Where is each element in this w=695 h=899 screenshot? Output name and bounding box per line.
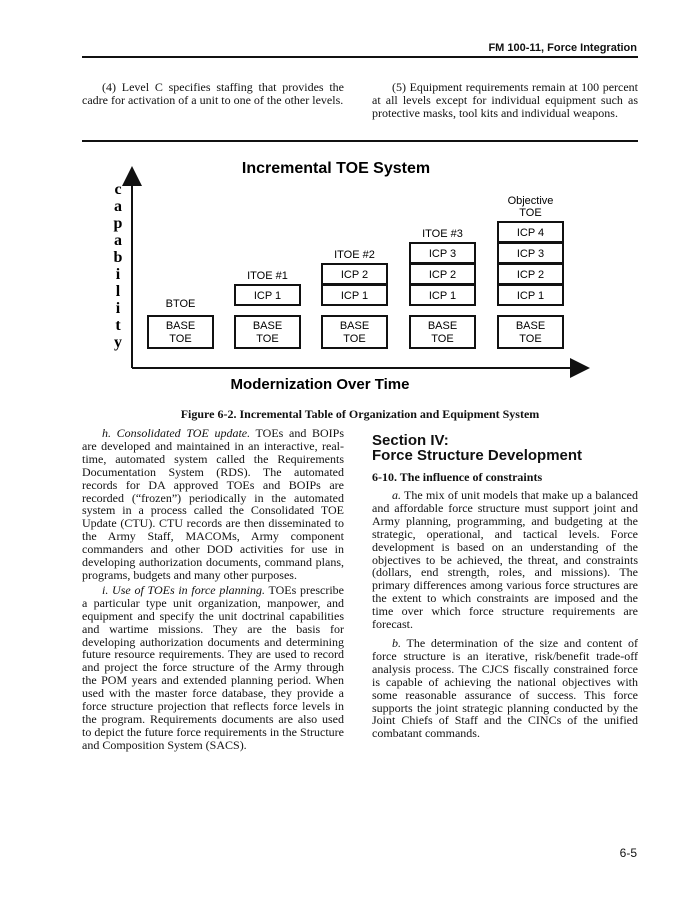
page-number: 6-5 (619, 846, 637, 860)
y-axis-letter: i (115, 300, 121, 317)
icp-label: ICP 4 (516, 227, 545, 239)
para-i-text: TOEs prescribe a particular type unit organization, manpower, and equipment and specify the unit doctrinal capabilities and wartime missions. They are the basis for developing authorization documents and determining future resource requirements. They are used to record and project the force structure of the Army through the POM years and extended planning period. When used with the master force database, they provide a force structure projection that reflects force levels in the program. Requirements documents are also used to depict the future force requirements in the Structure and Composition System (SACS). (82, 582, 344, 752)
x-axis-label: Modernization Over Time (230, 376, 410, 393)
toe-column (148, 298, 213, 348)
para-b-lead: b. (392, 635, 401, 650)
y-axis-letter: a (114, 232, 122, 249)
top-left-paragraph: (4) Level C specifies staffing that provides the cadre for activation of a unit to one of the other levels. (82, 80, 344, 107)
y-axis-letter: y (114, 334, 122, 351)
toe-column (498, 195, 563, 348)
y-axis-letter: i (115, 266, 121, 283)
right-column (372, 433, 638, 740)
para-i-lead: i. Use of TOEs in force planning. (102, 582, 266, 597)
column-label: ITOE #3 (422, 228, 463, 240)
left-column (82, 427, 344, 752)
icp-label: ICP 1 (340, 290, 369, 302)
base-toe-text: TOE (256, 333, 279, 345)
para-h-text: TOEs and BOIPs are developed and maintained in an interactive, real-time, automated system called the Requirements Documentation System (RDS). The automated records for DA approved TOEs and BOIPs are recorded (“frozen”) periodically in the automated system in a process called the Consolidated TOE Update (CTU). CTU records are then disseminated to the Army Staff, MACOMs, Army component commanders and other DOD activities for use in developing authorization documents, command plans, programs, budgets and many other purposes. (82, 426, 344, 582)
column-label: ITOE #2 (334, 249, 375, 261)
top-right-paragraph: (5) Equipment requirements remain at 100 percent at all levels except for individual equipment such as protective masks, tool kits and individual weapons. (372, 80, 638, 120)
subsection-heading: 6-10. The influence of constraints (372, 470, 543, 484)
base-toe-text: BASE (515, 320, 546, 332)
base-toe-text: TOE (519, 333, 542, 345)
icp-label: ICP 2 (516, 269, 545, 281)
section-label: Section IV: (372, 432, 449, 449)
icp-label: ICP 1 (428, 290, 457, 302)
y-axis-letter: l (115, 283, 121, 300)
figure-caption: Figure 6-2. Incremental Table of Organization and Equipment System (180, 407, 540, 421)
base-toe-text: BASE (427, 320, 458, 332)
para-a-text: The mix of unit models that make up a balanced and affordable force structure must support joint and Army planning, programming, and budgeting at the strategic, operational, and tactical levels. Force development is based on an understanding of the objectives to be achieved, the threat, and constraints (dollars, end strength, roles, and missions). The primary differences among various force structures are the extent to which constraints are imposed and the time over which force structure requirements are forecast. (372, 488, 638, 632)
para-b-text: The determination of the size and content of force structure is an iterative, risk/benefit trade-off analysis process. The CJCS fiscally constrained force is capable of achieving the national objectives with some reasonable assurance of success. This force supports the joint strategic planning conducted by the Joint Chiefs of Staff and the CINCs of the unified combatant commands. (372, 635, 638, 741)
y-axis-letter: c (114, 181, 122, 198)
toe-column (235, 270, 300, 348)
running-header: FM 100-11, Force Integration (488, 42, 637, 54)
icp-label: ICP 3 (516, 248, 545, 260)
icp-label: ICP 1 (253, 290, 282, 302)
y-axis-label (114, 181, 123, 351)
header-rule (82, 56, 638, 58)
base-toe-text: TOE (343, 333, 366, 345)
icp-label: ICP 2 (340, 269, 369, 281)
base-toe-text: BASE (165, 320, 196, 332)
y-axis-letter: a (114, 198, 122, 215)
y-axis-letter: p (113, 215, 123, 232)
figure-top-rule (82, 140, 638, 142)
para-a-lead: a. (392, 488, 401, 502)
toe-column (322, 249, 387, 348)
base-toe-text: TOE (431, 333, 454, 345)
base-toe-text: TOE (169, 333, 192, 345)
column-label: Objective (507, 195, 554, 207)
para-h-lead: h. Consolidated TOE update. (102, 426, 251, 440)
column-label: TOE (519, 207, 542, 219)
base-toe-text: BASE (339, 320, 370, 332)
icp-label: ICP 1 (516, 290, 545, 302)
incremental-toe-figure (82, 148, 638, 400)
y-axis-letter: b (113, 249, 123, 266)
toe-column (410, 228, 475, 348)
column-label: ITOE #1 (247, 270, 288, 282)
column-label: BTOE (165, 298, 196, 310)
icp-label: ICP 2 (428, 269, 457, 281)
y-axis-letter: t (115, 317, 121, 334)
base-toe-text: BASE (252, 320, 283, 332)
section-title: Force Structure Development (372, 447, 583, 464)
figure-title: Incremental TOE System (241, 160, 431, 177)
icp-label: ICP 3 (428, 248, 457, 260)
